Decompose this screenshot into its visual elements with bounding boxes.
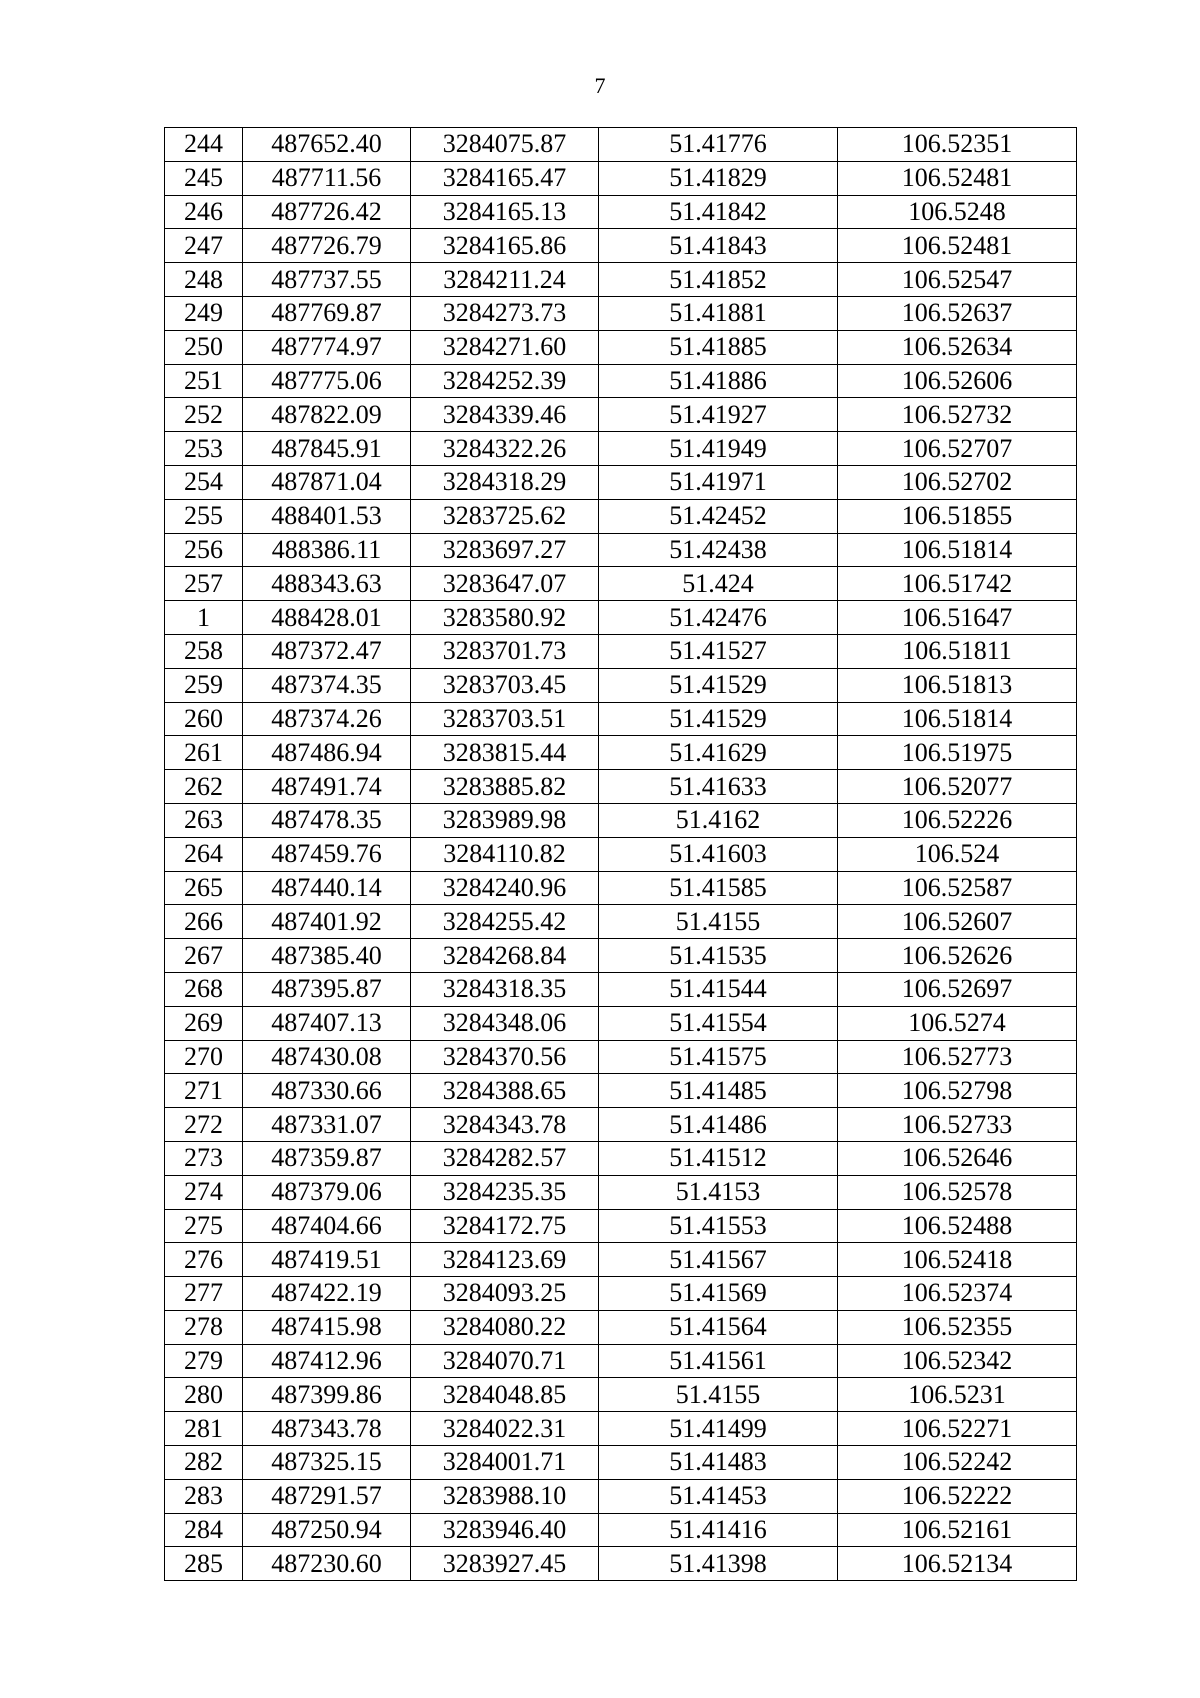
table-row: [165, 803, 1077, 837]
point-number-cell: 282: [165, 1446, 243, 1480]
table-row: [165, 871, 1077, 905]
table-row: [165, 601, 1077, 635]
table-row: [165, 1446, 1077, 1480]
point-number-cell: 271: [165, 1074, 243, 1108]
point-number-cell: 247: [165, 229, 243, 263]
point-number-cell: 249: [165, 296, 243, 330]
y-coordinate-cell: 3284343.78: [411, 1108, 599, 1142]
latitude-cell: 51.41829: [599, 161, 838, 195]
table-row: [165, 972, 1077, 1006]
longitude-cell: 106.52578: [838, 1175, 1077, 1209]
latitude-cell: 51.41527: [599, 634, 838, 668]
table-row: [165, 668, 1077, 702]
y-coordinate-cell: 3284235.35: [411, 1175, 599, 1209]
latitude-cell: 51.41843: [599, 229, 838, 263]
point-number-cell: 285: [165, 1547, 243, 1581]
latitude-cell: 51.4162: [599, 803, 838, 837]
y-coordinate-cell: 3284388.65: [411, 1074, 599, 1108]
x-coordinate-cell: 487343.78: [243, 1412, 411, 1446]
longitude-cell: 106.51811: [838, 634, 1077, 668]
table-row: [165, 736, 1077, 770]
longitude-cell: 106.51814: [838, 702, 1077, 736]
page-number: 7: [594, 73, 606, 98]
point-number-cell: 276: [165, 1243, 243, 1277]
x-coordinate-cell: 488401.53: [243, 499, 411, 533]
longitude-cell: 106.52707: [838, 432, 1077, 466]
latitude-cell: 51.41398: [599, 1547, 838, 1581]
longitude-cell: 106.52161: [838, 1513, 1077, 1547]
table-row: [165, 1310, 1077, 1344]
longitude-cell: 106.52798: [838, 1074, 1077, 1108]
longitude-cell: 106.51742: [838, 567, 1077, 601]
latitude-cell: 51.41569: [599, 1277, 838, 1311]
y-coordinate-cell: 3284093.25: [411, 1277, 599, 1311]
y-coordinate-cell: 3284165.86: [411, 229, 599, 263]
table-row: [165, 398, 1077, 432]
latitude-cell: 51.41529: [599, 668, 838, 702]
x-coordinate-cell: 487440.14: [243, 871, 411, 905]
x-coordinate-cell: 487491.74: [243, 770, 411, 804]
point-number-cell: 269: [165, 1006, 243, 1040]
latitude-cell: 51.41535: [599, 939, 838, 973]
y-coordinate-cell: 3283815.44: [411, 736, 599, 770]
y-coordinate-cell: 3284271.60: [411, 330, 599, 364]
point-number-cell: 257: [165, 567, 243, 601]
point-number-cell: 266: [165, 905, 243, 939]
point-number-cell: 259: [165, 668, 243, 702]
longitude-cell: 106.52342: [838, 1344, 1077, 1378]
y-coordinate-cell: 3284268.84: [411, 939, 599, 973]
point-number-cell: 255: [165, 499, 243, 533]
point-number-cell: 261: [165, 736, 243, 770]
table-row: [165, 296, 1077, 330]
table-row: [165, 702, 1077, 736]
point-number-cell: 252: [165, 398, 243, 432]
longitude-cell: 106.52481: [838, 229, 1077, 263]
longitude-cell: 106.52481: [838, 161, 1077, 195]
y-coordinate-cell: 3284273.73: [411, 296, 599, 330]
latitude-cell: 51.41512: [599, 1141, 838, 1175]
y-coordinate-cell: 3284075.87: [411, 128, 599, 162]
y-coordinate-cell: 3284322.26: [411, 432, 599, 466]
longitude-cell: 106.51647: [838, 601, 1077, 635]
x-coordinate-cell: 488428.01: [243, 601, 411, 635]
point-number-cell: 268: [165, 972, 243, 1006]
longitude-cell: 106.51975: [838, 736, 1077, 770]
latitude-cell: 51.41499: [599, 1412, 838, 1446]
table-row: [165, 195, 1077, 229]
point-number-cell: 278: [165, 1310, 243, 1344]
latitude-cell: 51.41453: [599, 1479, 838, 1513]
x-coordinate-cell: 487399.86: [243, 1378, 411, 1412]
y-coordinate-cell: 3283580.92: [411, 601, 599, 635]
coordinates-table-body: [165, 128, 1077, 1581]
latitude-cell: 51.41776: [599, 128, 838, 162]
table-row: [165, 1141, 1077, 1175]
table-row: [165, 1040, 1077, 1074]
latitude-cell: 51.41971: [599, 465, 838, 499]
point-number-cell: 251: [165, 364, 243, 398]
longitude-cell: 106.52242: [838, 1446, 1077, 1480]
y-coordinate-cell: 3284022.31: [411, 1412, 599, 1446]
table-row: [165, 499, 1077, 533]
x-coordinate-cell: 487774.97: [243, 330, 411, 364]
y-coordinate-cell: 3284318.29: [411, 465, 599, 499]
longitude-cell: 106.52134: [838, 1547, 1077, 1581]
y-coordinate-cell: 3284318.35: [411, 972, 599, 1006]
table-row: [165, 161, 1077, 195]
x-coordinate-cell: 487737.55: [243, 263, 411, 297]
longitude-cell: 106.52637: [838, 296, 1077, 330]
longitude-cell: 106.52271: [838, 1412, 1077, 1446]
longitude-cell: 106.5274: [838, 1006, 1077, 1040]
x-coordinate-cell: 487871.04: [243, 465, 411, 499]
latitude-cell: 51.41553: [599, 1209, 838, 1243]
point-number-cell: 265: [165, 871, 243, 905]
y-coordinate-cell: 3284048.85: [411, 1378, 599, 1412]
latitude-cell: 51.4153: [599, 1175, 838, 1209]
point-number-cell: 270: [165, 1040, 243, 1074]
latitude-cell: 51.41842: [599, 195, 838, 229]
x-coordinate-cell: 487374.26: [243, 702, 411, 736]
latitude-cell: 51.41949: [599, 432, 838, 466]
point-number-cell: 258: [165, 634, 243, 668]
point-number-cell: 244: [165, 128, 243, 162]
latitude-cell: 51.41585: [599, 871, 838, 905]
y-coordinate-cell: 3284001.71: [411, 1446, 599, 1480]
latitude-cell: 51.41852: [599, 263, 838, 297]
table-row: [165, 837, 1077, 871]
longitude-cell: 106.52374: [838, 1277, 1077, 1311]
y-coordinate-cell: 3284240.96: [411, 871, 599, 905]
y-coordinate-cell: 3283927.45: [411, 1547, 599, 1581]
longitude-cell: 106.52587: [838, 871, 1077, 905]
y-coordinate-cell: 3283703.51: [411, 702, 599, 736]
point-number-cell: 279: [165, 1344, 243, 1378]
x-coordinate-cell: 487478.35: [243, 803, 411, 837]
x-coordinate-cell: 487359.87: [243, 1141, 411, 1175]
point-number-cell: 260: [165, 702, 243, 736]
x-coordinate-cell: 487711.56: [243, 161, 411, 195]
latitude-cell: 51.41927: [599, 398, 838, 432]
x-coordinate-cell: 487459.76: [243, 837, 411, 871]
point-number-cell: 245: [165, 161, 243, 195]
table-row: [165, 905, 1077, 939]
table-row: [165, 1412, 1077, 1446]
y-coordinate-cell: 3283989.98: [411, 803, 599, 837]
table-row: [165, 567, 1077, 601]
latitude-cell: 51.41885: [599, 330, 838, 364]
latitude-cell: 51.41416: [599, 1513, 838, 1547]
table-row: [165, 1479, 1077, 1513]
table-row: [165, 634, 1077, 668]
latitude-cell: 51.4155: [599, 1378, 838, 1412]
y-coordinate-cell: 3284348.06: [411, 1006, 599, 1040]
y-coordinate-cell: 3284165.47: [411, 161, 599, 195]
latitude-cell: 51.41485: [599, 1074, 838, 1108]
latitude-cell: 51.41633: [599, 770, 838, 804]
longitude-cell: 106.52732: [838, 398, 1077, 432]
x-coordinate-cell: 487250.94: [243, 1513, 411, 1547]
latitude-cell: 51.41629: [599, 736, 838, 770]
latitude-cell: 51.41544: [599, 972, 838, 1006]
table-row: [165, 364, 1077, 398]
longitude-cell: 106.52418: [838, 1243, 1077, 1277]
x-coordinate-cell: 488343.63: [243, 567, 411, 601]
x-coordinate-cell: 487486.94: [243, 736, 411, 770]
x-coordinate-cell: 487404.66: [243, 1209, 411, 1243]
table-row: [165, 1547, 1077, 1581]
y-coordinate-cell: 3283988.10: [411, 1479, 599, 1513]
point-number-cell: 283: [165, 1479, 243, 1513]
y-coordinate-cell: 3284070.71: [411, 1344, 599, 1378]
longitude-cell: 106.52222: [838, 1479, 1077, 1513]
table-row: [165, 432, 1077, 466]
longitude-cell: 106.52547: [838, 263, 1077, 297]
point-number-cell: 253: [165, 432, 243, 466]
point-number-cell: 246: [165, 195, 243, 229]
table-row: [165, 1513, 1077, 1547]
point-number-cell: 254: [165, 465, 243, 499]
table-row: [165, 1175, 1077, 1209]
x-coordinate-cell: 487401.92: [243, 905, 411, 939]
x-coordinate-cell: 487395.87: [243, 972, 411, 1006]
latitude-cell: 51.424: [599, 567, 838, 601]
point-number-cell: 273: [165, 1141, 243, 1175]
x-coordinate-cell: 488386.11: [243, 533, 411, 567]
latitude-cell: 51.41564: [599, 1310, 838, 1344]
x-coordinate-cell: 487330.66: [243, 1074, 411, 1108]
y-coordinate-cell: 3284255.42: [411, 905, 599, 939]
y-coordinate-cell: 3284252.39: [411, 364, 599, 398]
y-coordinate-cell: 3283885.82: [411, 770, 599, 804]
longitude-cell: 106.52351: [838, 128, 1077, 162]
longitude-cell: 106.51855: [838, 499, 1077, 533]
longitude-cell: 106.52488: [838, 1209, 1077, 1243]
latitude-cell: 51.41561: [599, 1344, 838, 1378]
y-coordinate-cell: 3284211.24: [411, 263, 599, 297]
coordinates-table: [164, 127, 1077, 1581]
point-number-cell: 284: [165, 1513, 243, 1547]
latitude-cell: 51.41603: [599, 837, 838, 871]
y-coordinate-cell: 3283647.07: [411, 567, 599, 601]
y-coordinate-cell: 3284123.69: [411, 1243, 599, 1277]
longitude-cell: 106.51814: [838, 533, 1077, 567]
x-coordinate-cell: 487385.40: [243, 939, 411, 973]
point-number-cell: 248: [165, 263, 243, 297]
table-row: [165, 1277, 1077, 1311]
y-coordinate-cell: 3284370.56: [411, 1040, 599, 1074]
point-number-cell: 267: [165, 939, 243, 973]
point-number-cell: 256: [165, 533, 243, 567]
point-number-cell: 281: [165, 1412, 243, 1446]
longitude-cell: 106.52702: [838, 465, 1077, 499]
longitude-cell: 106.52606: [838, 364, 1077, 398]
latitude-cell: 51.42438: [599, 533, 838, 567]
y-coordinate-cell: 3284172.75: [411, 1209, 599, 1243]
longitude-cell: 106.52626: [838, 939, 1077, 973]
y-coordinate-cell: 3283703.45: [411, 668, 599, 702]
point-number-cell: 1: [165, 601, 243, 635]
x-coordinate-cell: 487372.47: [243, 634, 411, 668]
table-row: [165, 1243, 1077, 1277]
point-number-cell: 280: [165, 1378, 243, 1412]
longitude-cell: 106.52634: [838, 330, 1077, 364]
latitude-cell: 51.41529: [599, 702, 838, 736]
longitude-cell: 106.524: [838, 837, 1077, 871]
longitude-cell: 106.52733: [838, 1108, 1077, 1142]
table-row: [165, 533, 1077, 567]
table-row: [165, 263, 1077, 297]
point-number-cell: 274: [165, 1175, 243, 1209]
table-row: [165, 330, 1077, 364]
longitude-cell: 106.51813: [838, 668, 1077, 702]
latitude-cell: 51.41886: [599, 364, 838, 398]
point-number-cell: 264: [165, 837, 243, 871]
x-coordinate-cell: 487291.57: [243, 1479, 411, 1513]
x-coordinate-cell: 487230.60: [243, 1547, 411, 1581]
x-coordinate-cell: 487374.35: [243, 668, 411, 702]
x-coordinate-cell: 487845.91: [243, 432, 411, 466]
longitude-cell: 106.52646: [838, 1141, 1077, 1175]
latitude-cell: 51.41567: [599, 1243, 838, 1277]
y-coordinate-cell: 3284282.57: [411, 1141, 599, 1175]
x-coordinate-cell: 487325.15: [243, 1446, 411, 1480]
table-row: [165, 939, 1077, 973]
longitude-cell: 106.5231: [838, 1378, 1077, 1412]
latitude-cell: 51.41881: [599, 296, 838, 330]
x-coordinate-cell: 487379.06: [243, 1175, 411, 1209]
longitude-cell: 106.52607: [838, 905, 1077, 939]
table-row: [165, 229, 1077, 263]
latitude-cell: 51.41554: [599, 1006, 838, 1040]
point-number-cell: 262: [165, 770, 243, 804]
table-row: [165, 1006, 1077, 1040]
table-row: [165, 465, 1077, 499]
longitude-cell: 106.52355: [838, 1310, 1077, 1344]
table-row: [165, 770, 1077, 804]
point-number-cell: 277: [165, 1277, 243, 1311]
latitude-cell: 51.42452: [599, 499, 838, 533]
point-number-cell: 250: [165, 330, 243, 364]
point-number-cell: 272: [165, 1108, 243, 1142]
table-row: [165, 1378, 1077, 1412]
x-coordinate-cell: 487331.07: [243, 1108, 411, 1142]
x-coordinate-cell: 487775.06: [243, 364, 411, 398]
x-coordinate-cell: 487407.13: [243, 1006, 411, 1040]
point-number-cell: 275: [165, 1209, 243, 1243]
x-coordinate-cell: 487430.08: [243, 1040, 411, 1074]
x-coordinate-cell: 487726.79: [243, 229, 411, 263]
x-coordinate-cell: 487726.42: [243, 195, 411, 229]
longitude-cell: 106.52226: [838, 803, 1077, 837]
x-coordinate-cell: 487415.98: [243, 1310, 411, 1344]
latitude-cell: 51.41486: [599, 1108, 838, 1142]
latitude-cell: 51.41575: [599, 1040, 838, 1074]
longitude-cell: 106.52077: [838, 770, 1077, 804]
y-coordinate-cell: 3283701.73: [411, 634, 599, 668]
x-coordinate-cell: 487422.19: [243, 1277, 411, 1311]
y-coordinate-cell: 3283697.27: [411, 533, 599, 567]
x-coordinate-cell: 487652.40: [243, 128, 411, 162]
longitude-cell: 106.5248: [838, 195, 1077, 229]
longitude-cell: 106.52697: [838, 972, 1077, 1006]
y-coordinate-cell: 3283946.40: [411, 1513, 599, 1547]
y-coordinate-cell: 3284165.13: [411, 195, 599, 229]
y-coordinate-cell: 3283725.62: [411, 499, 599, 533]
table-row: [165, 1209, 1077, 1243]
table-row: [165, 1074, 1077, 1108]
latitude-cell: 51.4155: [599, 905, 838, 939]
table-row: [165, 1344, 1077, 1378]
y-coordinate-cell: 3284110.82: [411, 837, 599, 871]
latitude-cell: 51.42476: [599, 601, 838, 635]
x-coordinate-cell: 487412.96: [243, 1344, 411, 1378]
latitude-cell: 51.41483: [599, 1446, 838, 1480]
table-row: [165, 1108, 1077, 1142]
y-coordinate-cell: 3284339.46: [411, 398, 599, 432]
table-row: [165, 128, 1077, 162]
point-number-cell: 263: [165, 803, 243, 837]
y-coordinate-cell: 3284080.22: [411, 1310, 599, 1344]
x-coordinate-cell: 487769.87: [243, 296, 411, 330]
longitude-cell: 106.52773: [838, 1040, 1077, 1074]
x-coordinate-cell: 487419.51: [243, 1243, 411, 1277]
x-coordinate-cell: 487822.09: [243, 398, 411, 432]
